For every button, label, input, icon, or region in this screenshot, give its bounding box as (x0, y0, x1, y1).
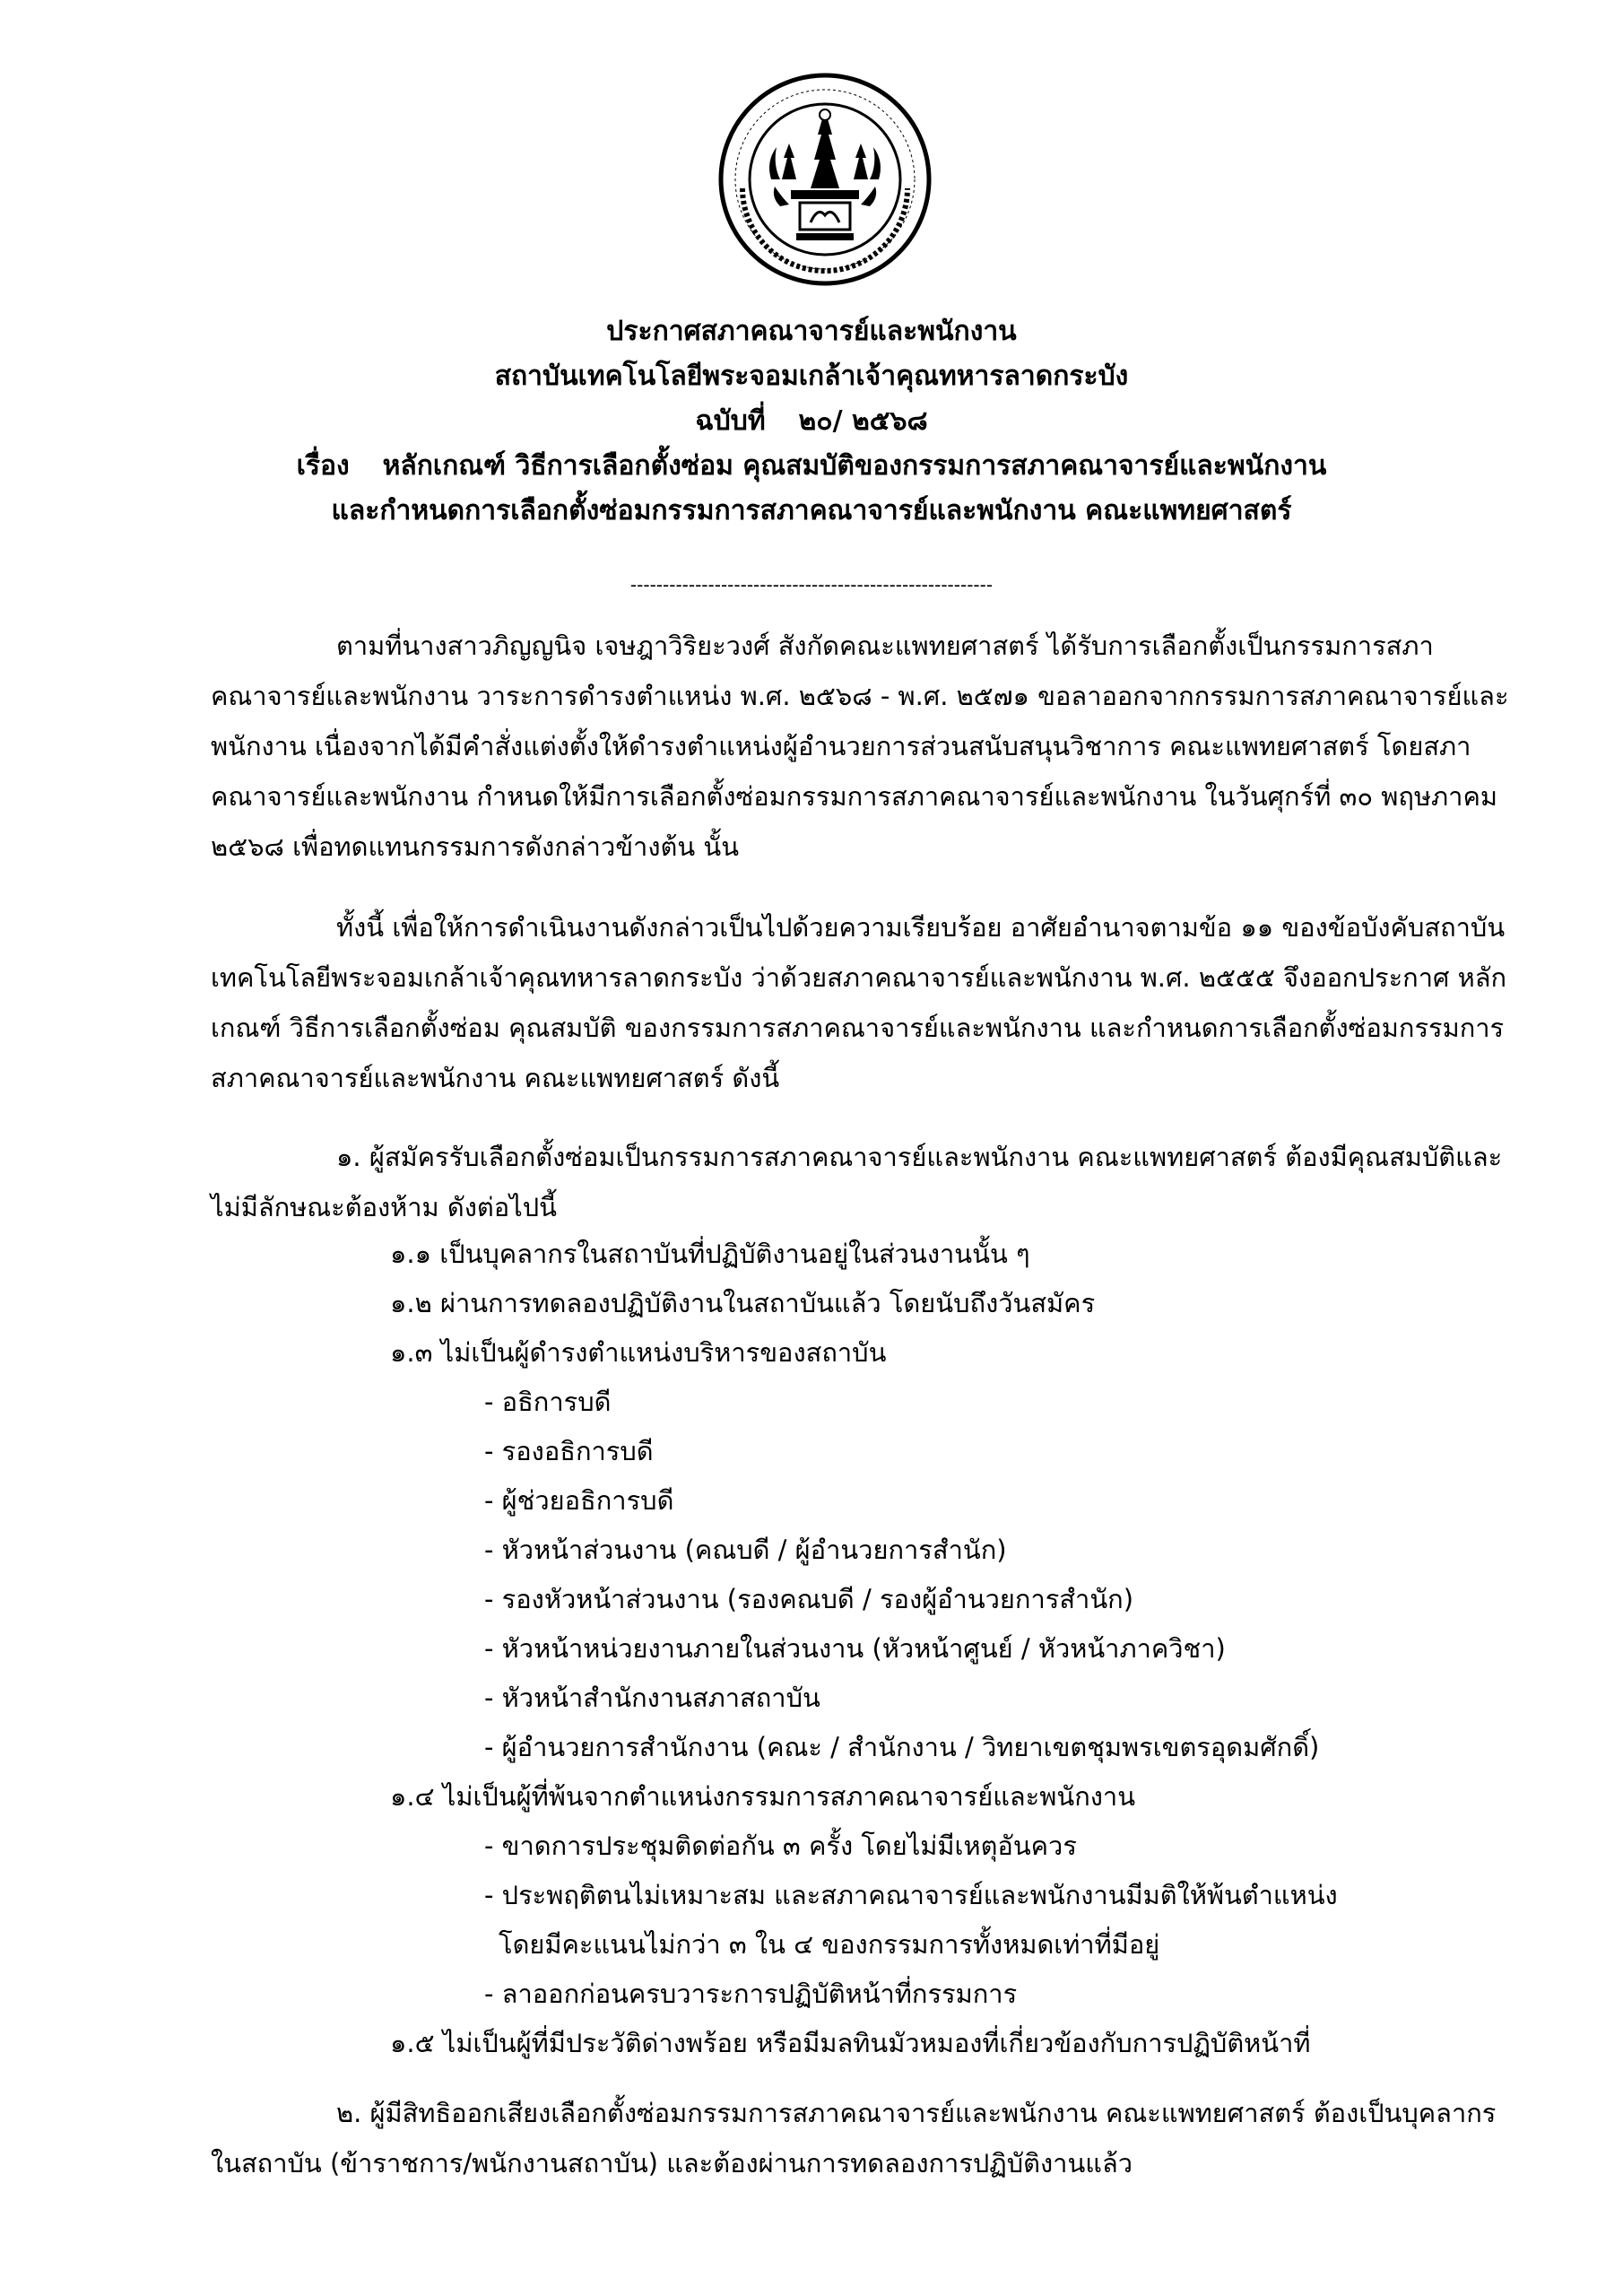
header-line-5: และกำหนดการเลือกตั้งซ่อมกรรมการสภาคณาจารย์และพนักงาน คณะแพทยศาสตร์ (331, 495, 1292, 526)
paragraph-2-text: ทั้งนี้ เพื่อให้การดำเนินงานดังกล่าวเป็นไปด้วยความเรียบร้อย อาศัยอำนาจตามข้อ ๑๑ ของข้อบังคับสถาบันเทคโนโลยีพระจอมเกล้าเจ้าคุณทหารลาดกระบัง ว่าด้วยสภาคณาจารย์และพนักงาน พ.ศ. ๒๕๕๕ จึงออกประกาศ หลักเกณฑ์ วิธีการเลือกตั้งซ่อม คุณสมบัติ ของกรรมการสภาคณาจารย์และพนักงาน และกำหนดการเลือกตั้งซ่อมกรรมการสภาคณาจารย์และพนักงาน คณะแพทยศาสตร์ ดังนี้ (211, 912, 1507, 1093)
institute-seal-icon (717, 72, 933, 287)
item-1-3-sub: - หัวหน้าหน่วยงานภายในส่วนงาน (หัวหน้าศูนย์ / หัวหน้าภาควิชา) (484, 1633, 1226, 1664)
item-1-3-sub: - หัวหน้าสำนักงานสภาสถาบัน (484, 1683, 820, 1713)
item-1-4-sub: - ลาออกก่อนครบวาระการปฏิบัติหน้าที่กรรมการ (484, 1979, 1018, 2009)
item-1-4-sub: - ประพฤติตนไม่เหมาะสม และสภาคณาจารย์และพนักงานมีมติให้พ้นตำแหน่ง (484, 1880, 1338, 1910)
subject-text: หลักเกณฑ์ วิธีการเลือกตั้งซ่อม คุณสมบัติของกรรมการสภาคณาจารย์และพนักงาน (382, 450, 1327, 482)
paragraph-1 (211, 621, 1515, 872)
paragraph-1-text: ตามที่นางสาวภิญญนิจ เจษฎาวิริยะวงศ์ สังกัดคณะแพทยศาสตร์ ได้รับการเลือกตั้งเป็นกรรมการสภาคณาจารย์และพนักงาน วาระการดำรงตำแหน่ง พ.ศ. ๒๕๖๘ - พ.ศ. ๒๕๗๑ ขอลาออกจากกรรมการสภาคณาจารย์และพนักงาน เนื่องจากได้มีคำสั่งแต่งตั้งให้ดำรงตำแหน่งผู้อำนวยการส่วนสนับสนุนวิชาการ คณะแพทยศาสตร์ โดยสภาคณาจารย์และพนักงาน กำหนดให้มีการเลือกตั้งซ่อมกรรมการสภาคณาจารย์และพนักงาน ในวันศุกร์ที่ ๓๐ พฤษภาคม ๒๕๖๘ เพื่อทดแทนกรรมการดังกล่าวข้างต้น นั้น (211, 631, 1509, 862)
paragraph-2 (211, 902, 1515, 1103)
subject-label: เรื่อง (296, 450, 350, 482)
paragraph-4-text: ๒. ผู้มีสิทธิออกเสียงเลือกตั้งซ่อมกรรมการสภาคณาจารย์และพนักงาน คณะแพทยศาสตร์ ต้องเป็นบุคลากรในสถาบัน (ข้าราชการ/พนักงานสถาบัน) และต้องผ่านการทดลองการปฏิบัติงานแล้ว (211, 2098, 1497, 2179)
item-1-3-sub: - รองหัวหน้าส่วนงาน (รองคณบดี / รองผู้อำนวยการสำนัก) (484, 1584, 1134, 1614)
issue-label: ฉบับที่ (695, 405, 766, 437)
item-1-4-sub: - ขาดการประชุมติดต่อกัน ๓ ครั้ง โดยไม่มีเหตุอันควร (484, 1831, 1077, 1861)
header-line-4 (0, 444, 1623, 489)
header-line-2: สถาบันเทคโนโลยีพระจอมเกล้าเจ้าคุณทหารลาดกระบัง (494, 361, 1129, 392)
item-1-2: ๑.๒ ผ่านการทดลองปฏิบัติงานในสถาบันแล้ว โดยนับถึงวันสมัคร (390, 1288, 1096, 1318)
header-line-1: ประกาศสภาคณาจารย์และพนักงาน (606, 316, 1017, 347)
item-1-3-sub: - ผู้อำนวยการสำนักงาน (คณะ / สำนักงาน / วิทยาเขตชุมพรเขตรอุดมศักดิ์) (484, 1732, 1320, 1762)
paragraph-3-text: ๑. ผู้สมัครรับเลือกตั้งซ่อมเป็นกรรมการสภาคณาจารย์และพนักงาน คณะแพทยศาสตร์ ต้องมีคุณสมบัติและไม่มีลักษณะต้องห้าม ดังต่อไปนี้ (211, 1142, 1503, 1222)
item-1-5: ๑.๕ ไม่เป็นผู้ที่มีประวัติด่างพร้อย หรือมีมลทินมัวหมองที่เกี่ยวข้องกับการปฏิบัติหน้าที่ (390, 2028, 1311, 2058)
paragraph-4 (211, 2088, 1515, 2188)
item-1-3-sub: - ผู้ช่วยอธิการบดี (484, 1485, 674, 1516)
item-1-3: ๑.๓ ไม่เป็นผู้ดำรงตำแหน่งบริหารของสถาบัน (390, 1337, 887, 1368)
item-1-3-sub: - รองอธิการบดี (484, 1436, 654, 1466)
issue-number: ๒๐/ ๒๕๖๘ (798, 405, 928, 437)
paragraph-3 (211, 1132, 1515, 1232)
header-line-3 (0, 399, 1623, 444)
item-1-4: ๑.๔ ไม่เป็นผู้ที่พ้นจากตำแหน่งกรรมการสภาคณาจารย์และพนักงาน (390, 1781, 1136, 1812)
item-1-1: ๑.๑ เป็นบุคลากรในสถาบันที่ปฏิบัติงานอยู่ในส่วนงานนั้น ๆ (390, 1239, 1030, 1269)
item-1-3-sub: - หัวหน้าส่วนงาน (คณบดี / ผู้อำนวยการสำนัก) (484, 1535, 1007, 1565)
item-1-4-sub-continued: โดยมีคะแนนไม่กว่า ๓ ใน ๔ ของกรรมการทั้งหมดเท่าที่มีอยู่ (499, 1929, 1160, 1960)
announcement-header (0, 309, 1623, 534)
header-divider: -------------------------------------------------------- (629, 574, 994, 596)
item-1-3-sub: - อธิการบดี (484, 1387, 612, 1417)
